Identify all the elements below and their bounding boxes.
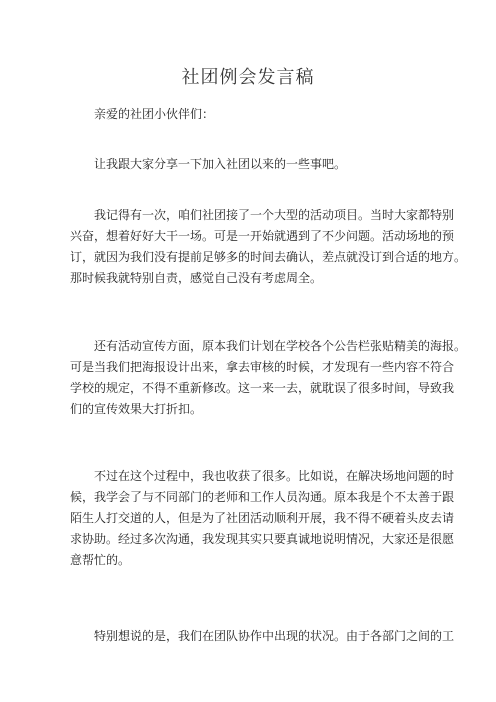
paragraph-line: 还有活动宣传方面，原本我们计划在学校各个公告栏张贴精美的海报。: [94, 339, 467, 353]
greeting-line: 亲爱的社团小伙伴们：: [94, 107, 215, 121]
paragraph-line: 那时候我就特别自责，感觉自己没有考虑周全。: [70, 271, 323, 285]
paragraph-line: 不过在这个过程中，我也收获了很多。比如说，在解决场地问题的时: [94, 469, 455, 483]
intro-line: 让我跟大家分享一下加入社团以来的一些事吧。: [94, 157, 347, 171]
body-paragraph-3: [70, 466, 455, 571]
paragraph-line: 兴奋，想着好好大干一场。可是一开始就遇到了不少问题。活动场地的预: [70, 229, 455, 243]
paragraph-line: 可是当我们把海报设计出来，拿去审核的时候，才发现有一些内容不符合: [70, 360, 455, 374]
document-title: 社团例会发言稿: [181, 67, 315, 88]
greeting-paragraph: [70, 104, 454, 125]
body-paragraph-2: [70, 336, 467, 420]
paragraph-line: 我记得有一次，咱们社团接了一个大型的活动项目。当时大家都特别: [94, 208, 455, 222]
paragraph-line: 们的宣传效果大打折扣。: [70, 402, 203, 416]
paragraph-line: 特别想说的是，我们在团队协作中出现的状况。由于各部门之间的工: [94, 629, 455, 643]
body-paragraph-4: [70, 626, 455, 647]
paragraph-line: 意帮忙的。: [70, 553, 131, 567]
paragraph-line: 求协助。经过多次沟通，我发现其实只要真诚地说明情况，大家还是很愿: [70, 532, 455, 546]
intro-paragraph: [70, 154, 454, 175]
paragraph-line: 候，我学会了与不同部门的老师和工作人员沟通。原本我是个不太善于跟: [70, 490, 455, 504]
paragraph-line: 学校的规定，不得不重新修改。这一来一去，就耽误了很多时间，导致我: [70, 381, 455, 395]
body-paragraph-1: [70, 205, 467, 289]
paragraph-line: 订，就因为我们没有提前足够多的时间去确认，差点就没订到合适的地方。: [70, 250, 467, 264]
paragraph-line: 陌生人打交道的人，但是为了社团活动顺利开展，我不得不硬着头皮去请: [70, 511, 455, 525]
